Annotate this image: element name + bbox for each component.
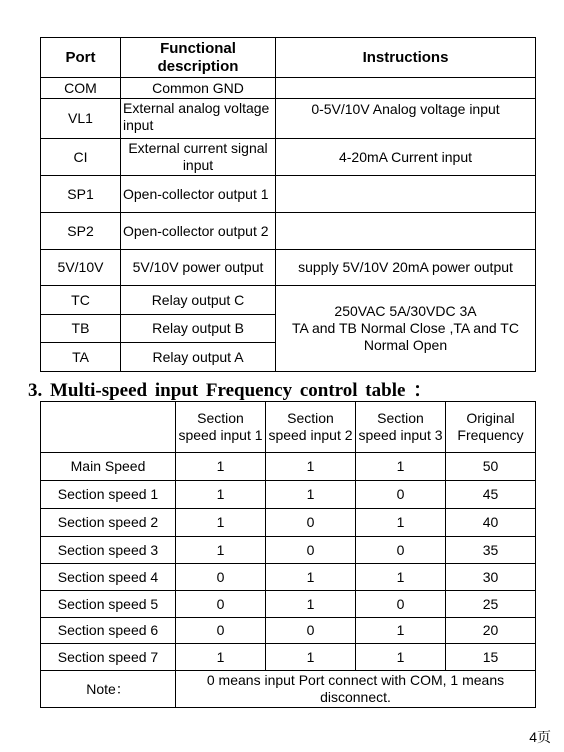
note-label: Note：: [41, 671, 176, 708]
table-row: [41, 139, 536, 176]
port-cell: TC: [41, 286, 121, 315]
input-1-cell: 1: [176, 481, 266, 509]
input-1-cell: 0: [176, 591, 266, 618]
input-1-cell: 1: [176, 537, 266, 564]
table-row: [41, 537, 536, 564]
input-2-cell: 1: [266, 481, 356, 509]
header-line: speed input 1: [178, 427, 263, 443]
port-cell: CI: [41, 139, 121, 176]
speed-name-cell: Section speed 3: [41, 537, 176, 564]
input-2-cell: 0: [266, 537, 356, 564]
header-line: Original: [466, 410, 515, 426]
speed-input-3-header: [356, 402, 446, 453]
port-cell: 5V/10V: [41, 250, 121, 286]
speed-input-1-header: [176, 402, 266, 453]
frequency-cell: 40: [446, 509, 536, 537]
table-row: [41, 250, 536, 286]
function-header: [121, 38, 276, 78]
section-title: 3. Multi-speed input Frequency control table ：: [28, 380, 433, 401]
table-row: [41, 564, 536, 591]
function-cell: 5V/10V power output: [121, 250, 276, 286]
speed-name-cell: Section speed 1: [41, 481, 176, 509]
speed-input-2-header: [266, 402, 356, 453]
table-row: [41, 213, 536, 250]
input-3-cell: 1: [356, 618, 446, 644]
input-2-cell: 0: [266, 509, 356, 537]
input-2-cell: 0: [266, 618, 356, 644]
input-3-cell: 1: [356, 564, 446, 591]
note-text: 0 means input Port connect with COM, 1 means disconnect.: [176, 671, 536, 708]
function-cell: Relay output B: [121, 315, 276, 343]
header-line: Section: [287, 410, 334, 426]
frequency-cell: 45: [446, 481, 536, 509]
table-row: [41, 99, 536, 139]
original-frequency-header: [446, 402, 536, 453]
port-header: Port: [41, 38, 121, 78]
input-1-cell: 1: [176, 509, 266, 537]
relay-instructions-line1: 250VAC 5A/30VDC 3A: [334, 303, 477, 319]
port-cell: VL1: [41, 99, 121, 139]
table-row: [41, 644, 536, 671]
instructions-cell: [276, 78, 536, 99]
instructions-cell: [276, 213, 536, 250]
input-3-cell: 0: [356, 481, 446, 509]
speed-name-cell: Section speed 7: [41, 644, 176, 671]
frequency-cell: 20: [446, 618, 536, 644]
table-row: [41, 509, 536, 537]
port-cell: TB: [41, 315, 121, 343]
header-line: speed input 3: [358, 427, 443, 443]
frequency-cell: 50: [446, 453, 536, 481]
multi-speed-table: [40, 401, 536, 708]
header-line: Section: [197, 410, 244, 426]
function-cell: External analog voltage input: [121, 99, 276, 139]
frequency-cell: 35: [446, 537, 536, 564]
table-row: [41, 176, 536, 213]
function-cell: Open-collector output 1: [121, 176, 276, 213]
frequency-cell: 30: [446, 564, 536, 591]
port-description-table: [40, 37, 536, 372]
relay-instructions-cell: [276, 286, 536, 372]
function-cell: Common GND: [121, 78, 276, 99]
table-row: [41, 286, 536, 315]
instructions-cell: supply 5V/10V 20mA power output: [276, 250, 536, 286]
header-line: speed input 2: [268, 427, 353, 443]
note-row: [41, 671, 536, 708]
port-cell: TA: [41, 343, 121, 372]
port-cell: SP2: [41, 213, 121, 250]
frequency-cell: 25: [446, 591, 536, 618]
frequency-cell: 15: [446, 644, 536, 671]
input-3-cell: 1: [356, 644, 446, 671]
speed-table-header-row: [41, 402, 536, 453]
table-row: [41, 481, 536, 509]
function-cell: Relay output C: [121, 286, 276, 315]
blank-header-cell: [41, 402, 176, 453]
header-line: Frequency: [457, 427, 524, 443]
header-line: Section: [377, 410, 424, 426]
input-1-cell: 0: [176, 618, 266, 644]
relay-instructions-line2: TA and TB Normal Close ,TA and TC Normal Open: [292, 320, 519, 353]
input-3-cell: 1: [356, 509, 446, 537]
instructions-header: Instructions: [276, 38, 536, 78]
page-number: 4页: [529, 729, 551, 745]
function-header-line2: description: [157, 57, 239, 75]
port-table-header-row: [41, 38, 536, 78]
speed-name-cell: Main Speed: [41, 453, 176, 481]
input-1-cell: 1: [176, 453, 266, 481]
speed-name-cell: Section speed 4: [41, 564, 176, 591]
input-3-cell: 0: [356, 591, 446, 618]
function-cell: Relay output A: [121, 343, 276, 372]
table-row: [41, 618, 536, 644]
input-1-cell: 0: [176, 564, 266, 591]
input-2-cell: 1: [266, 564, 356, 591]
table-row: [41, 78, 536, 99]
port-cell: COM: [41, 78, 121, 99]
input-2-cell: 1: [266, 591, 356, 618]
speed-name-cell: Section speed 6: [41, 618, 176, 644]
input-2-cell: 1: [266, 644, 356, 671]
instructions-cell: [276, 176, 536, 213]
instructions-cell: 0-5V/10V Analog voltage input: [276, 99, 536, 139]
input-3-cell: 1: [356, 453, 446, 481]
instructions-cell: 4-20mA Current input: [276, 139, 536, 176]
function-cell: Open-collector output 2: [121, 213, 276, 250]
input-2-cell: 1: [266, 453, 356, 481]
table-row: [41, 453, 536, 481]
function-cell: External current signal input: [121, 139, 276, 176]
speed-name-cell: Section speed 5: [41, 591, 176, 618]
input-1-cell: 1: [176, 644, 266, 671]
speed-name-cell: Section speed 2: [41, 509, 176, 537]
table-row: [41, 591, 536, 618]
input-3-cell: 0: [356, 537, 446, 564]
port-cell: SP1: [41, 176, 121, 213]
function-header-line1: Functional: [160, 39, 236, 57]
